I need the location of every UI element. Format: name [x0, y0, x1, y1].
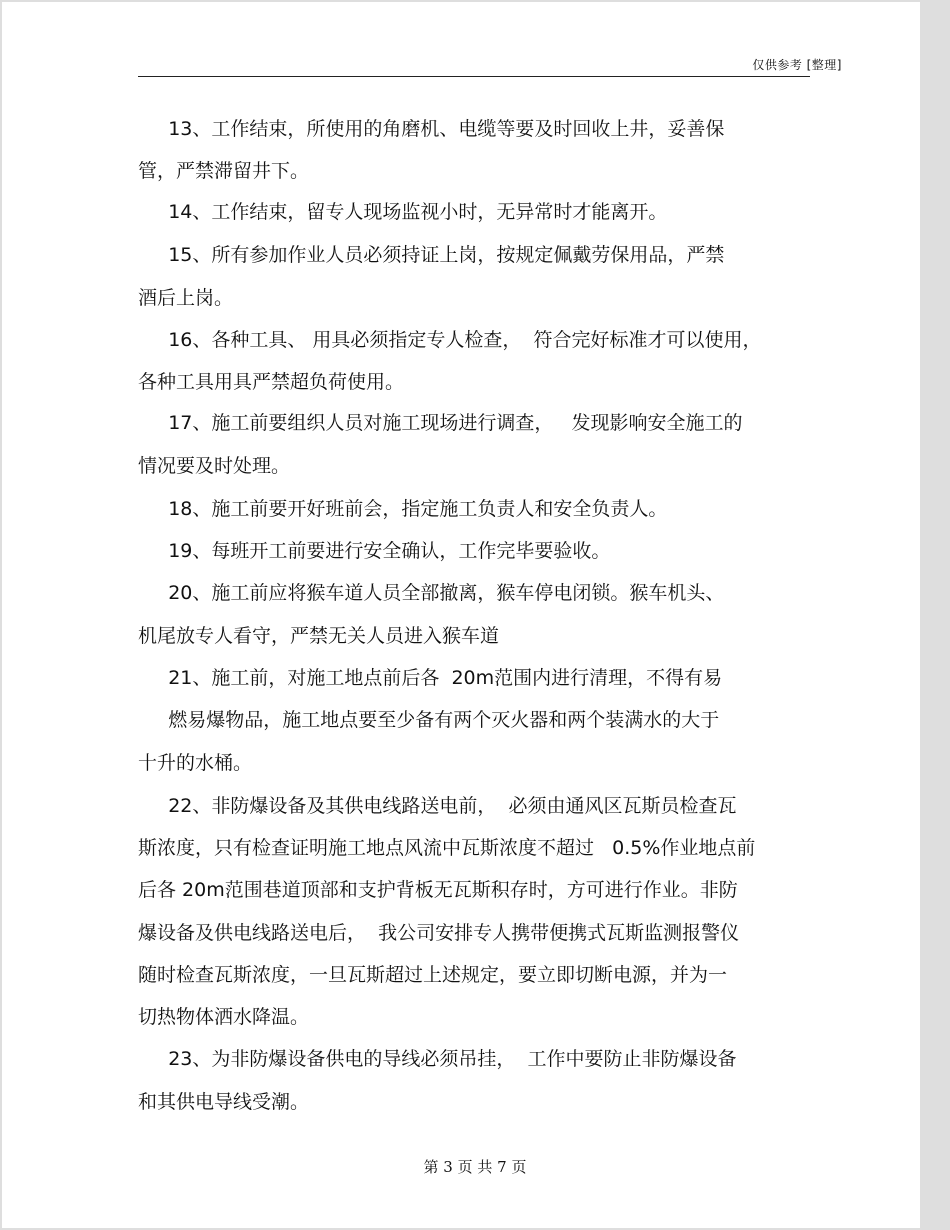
body-line: 斯浓度，只有检查证明施工地点风流中瓦斯浓度不超过 0.5%作业地点前 — [138, 837, 756, 859]
body-line: 机尾放专人看守，严禁无关人员进入猴车道 — [138, 625, 500, 647]
body-line: 爆设备及供电线路送电后， 我公司安排专人携带便携式瓦斯监测报警仪 — [138, 922, 740, 944]
body-line: 和其供电导线受潮。 — [138, 1091, 310, 1113]
header-label: 仅供参考 [整理] — [752, 58, 842, 72]
body-line: 酒后上岗。 — [138, 287, 234, 309]
body-line: 13、工作结束，所使用的角磨机、电缆等要及时回收上井，妥善保 — [138, 118, 725, 140]
body-line: 十升的水桶。 — [138, 752, 253, 774]
body-line: 18、施工前要开好班前会，指定施工负责人和安全负责人。 — [138, 498, 668, 520]
body-line: 19、每班开工前要进行安全确认，工作完毕要验收。 — [138, 540, 611, 562]
body-line: 21、施工前，对施工地点前后各 20m范围内进行清理，不得有易 — [138, 667, 723, 689]
body-line: 后各 20m范围巷道顶部和支护背板无瓦斯积存时，方可进行作业。非防 — [138, 879, 738, 901]
body-line: 20、施工前应将猴车道人员全部撤离，猴车停电闭锁。猴车机头、 — [138, 582, 725, 604]
header-rule — [138, 76, 810, 77]
body-line: 17、施工前要组织人员对施工现场进行调查， 发现影响安全施工的 — [138, 412, 743, 434]
document-page — [2, 2, 920, 1228]
body-line: 14、工作结束，留专人现场监视小时，无异常时才能离开。 — [138, 201, 668, 223]
body-line: 16、各种工具、 用具必须指定专人检查， 符合完好标准才可以使用， — [138, 329, 762, 351]
body-line: 随时检查瓦斯浓度，一旦瓦斯超过上述规定，要立即切断电源，并为一 — [138, 964, 728, 986]
body-line: 情况要及时处理。 — [138, 455, 291, 477]
page-number-footer: 第 3 页 共 7 页 — [423, 1158, 527, 1176]
body-line: 管，严禁滞留井下。 — [138, 160, 310, 182]
body-line: 切热物体洒水降温。 — [138, 1006, 310, 1028]
body-line: 23、为非防爆设备供电的导线必须吊挂， 工作中要防止非防爆设备 — [138, 1048, 737, 1070]
body-line: 15、所有参加作业人员必须持证上岗，按规定佩戴劳保用品，严禁 — [138, 244, 725, 266]
body-line: 各种工具用具严禁超负荷使用。 — [138, 371, 405, 393]
body-line: 22、非防爆设备及其供电线路送电前， 必须由通风区瓦斯员检查瓦 — [138, 795, 737, 817]
body-line: 燃易爆物品，施工地点要至少备有两个灭火器和两个装满水的大于 — [138, 709, 720, 731]
